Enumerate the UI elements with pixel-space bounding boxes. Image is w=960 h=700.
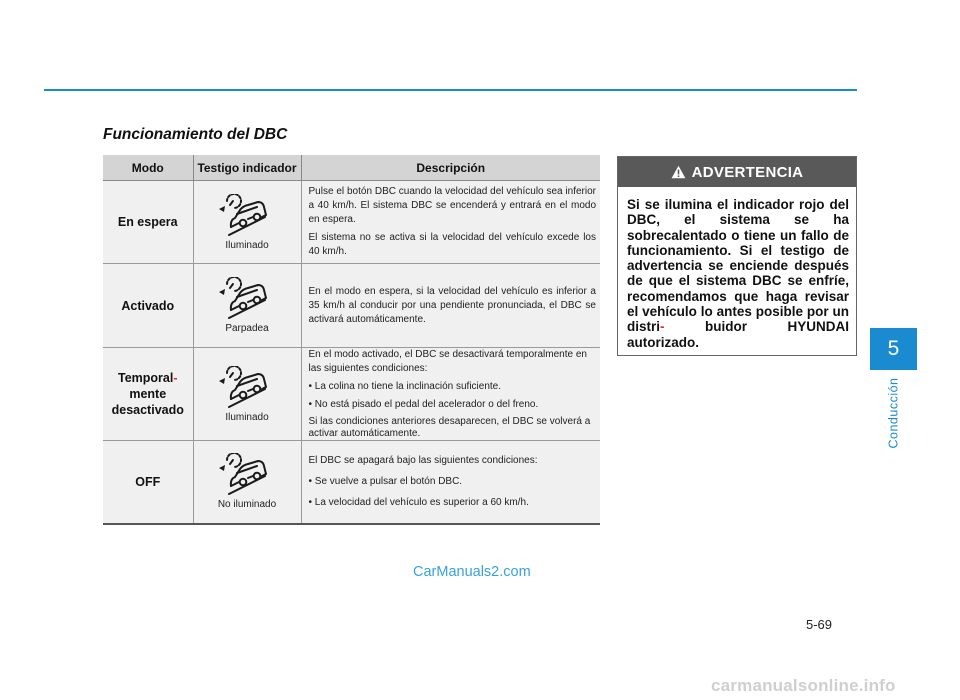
mode-text: Temporal bbox=[117, 371, 174, 385]
description-text: Si las condiciones anteriores desaparecen, el DBC se volverá a activar automáticamente. bbox=[308, 416, 591, 439]
indicator-label: No iluminado bbox=[217, 499, 277, 511]
table-row bbox=[103, 348, 600, 441]
indicator-label: Iluminado bbox=[225, 411, 269, 423]
description-cell bbox=[301, 264, 600, 348]
section-title: Funcionamiento del DBC bbox=[103, 126, 288, 143]
chapter-number-tab: 5 bbox=[870, 328, 917, 370]
description-cell bbox=[301, 441, 600, 524]
mode-cell: OFF bbox=[103, 441, 193, 524]
description-text: En el modo en espera, si la velocidad del vehículo es inferior a 35 km/h al conducir por una pendiente pronunciada, el DBC se activará automáticamente. bbox=[308, 285, 596, 325]
top-rule bbox=[44, 89, 857, 91]
indicator-cell bbox=[193, 441, 301, 524]
warning-text-end: buidor HYUNDAI autorizado. bbox=[627, 319, 849, 350]
dbc-car-descending-icon bbox=[217, 277, 277, 323]
dbc-operation-table bbox=[103, 155, 600, 525]
indicator-label: Parpadea bbox=[225, 323, 269, 334]
watermark-link[interactable]: CarManuals2.com bbox=[413, 564, 531, 580]
chapter-name-label bbox=[871, 378, 915, 448]
dbc-car-descending-icon bbox=[217, 366, 277, 412]
warning-text: Si se ilumina el indicador rojo del DBC, el sistema se ha sobrecalentado o tiene un fallo de funcionamiento. Si el testigo de advertencia se enciende después de que el sistema DBC se enfríe, recomendamos que haga revisar el vehículo lo antes posible por un distri bbox=[627, 197, 849, 335]
hyphen-mark: - bbox=[660, 319, 665, 335]
mode-text: mente bbox=[129, 387, 167, 401]
table-row bbox=[103, 441, 600, 524]
indicator-cell bbox=[193, 181, 301, 264]
warning-body bbox=[618, 187, 856, 350]
header-mode: Modo bbox=[103, 155, 193, 181]
indicator-cell bbox=[193, 264, 301, 348]
header-indicator: Testigo indicador bbox=[193, 155, 301, 181]
hyphen-mark: - bbox=[173, 371, 178, 385]
dbc-car-descending-icon bbox=[217, 194, 277, 240]
chapter-name: Conducción bbox=[886, 377, 901, 449]
dbc-car-descending-icon bbox=[217, 453, 277, 499]
description-text: • No está pisado el pedal del acelerador o del freno. bbox=[308, 399, 539, 410]
warning-box bbox=[617, 156, 857, 356]
mode-cell: En espera bbox=[103, 181, 193, 264]
header-description: Descripción bbox=[301, 155, 600, 181]
warning-title: ADVERTENCIA bbox=[691, 163, 804, 181]
description-text: Pulse el botón DBC cuando la velocidad del vehículo sea inferior a 40 km/h. El sistema DBC se encenderá y entrará en el modo en espera. bbox=[308, 186, 596, 225]
mode-text: desactivado bbox=[111, 403, 184, 417]
warning-header bbox=[618, 157, 856, 187]
indicator-label: Iluminado bbox=[225, 239, 269, 251]
table-row bbox=[103, 264, 600, 348]
mode-cell bbox=[103, 348, 193, 441]
warning-triangle-icon bbox=[671, 165, 686, 179]
description-text: • Se vuelve a pulsar el botón DBC. bbox=[308, 475, 463, 487]
description-text: El sistema no se activa si la velocidad del vehículo excede los 40 km/h. bbox=[308, 232, 596, 257]
description-text: • La colina no tiene la inclinación suficiente. bbox=[308, 381, 502, 392]
description-cell bbox=[301, 348, 600, 441]
description-text: • La velocidad del vehículo es superior a 60 km/h. bbox=[308, 496, 529, 508]
description-cell bbox=[301, 181, 600, 264]
watermark-footer: carmanualsonline.info bbox=[711, 676, 896, 695]
description-text: El DBC se apagará bajo las siguientes condiciones: bbox=[308, 454, 538, 466]
table-header-row bbox=[103, 155, 600, 181]
indicator-cell bbox=[193, 348, 301, 441]
mode-cell: Activado bbox=[103, 264, 193, 348]
page-number: 5-69 bbox=[806, 617, 833, 632]
description-text: En el modo activado, el DBC se desactivará temporalmente en las siguientes condiciones: bbox=[308, 349, 587, 374]
table-row bbox=[103, 181, 600, 264]
